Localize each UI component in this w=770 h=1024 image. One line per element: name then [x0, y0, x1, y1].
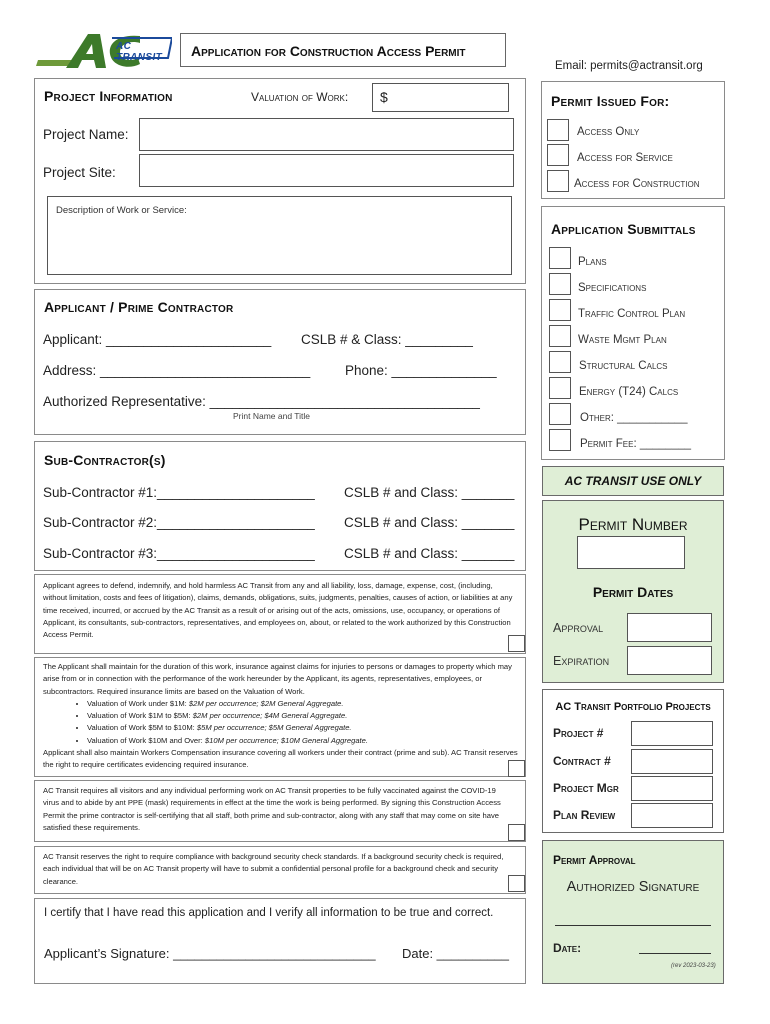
- applicant-signature-field[interactable]: Applicant’s Signature: ____________________________: [44, 946, 376, 961]
- specifications-checkbox[interactable]: [549, 273, 571, 295]
- project-info-section: [34, 78, 526, 284]
- access-only-checkbox[interactable]: [547, 119, 569, 141]
- email-contact: Email: permits@actransit.org: [555, 60, 703, 72]
- subcontractor-1-field[interactable]: Sub-Contractor #1:_____________________: [43, 485, 315, 500]
- plan-review-label: Plan Review: [553, 808, 616, 822]
- permit-number-input[interactable]: [577, 536, 685, 569]
- authorized-signature-line[interactable]: [555, 925, 711, 926]
- insurance-limit-item: • Valuation of Work $1M to $5M: $2M per occurrence; $4M General Aggregate.: [87, 710, 519, 722]
- waste-plan-label: Waste Mgmt Plan: [578, 334, 667, 346]
- plans-label: Plans: [578, 256, 607, 268]
- waste-plan-checkbox[interactable]: [549, 325, 571, 347]
- access-service-checkbox[interactable]: [547, 144, 569, 166]
- subcontractor-2-field[interactable]: Sub-Contractor #2:_____________________: [43, 515, 315, 530]
- project-number-label: Project #: [553, 726, 604, 740]
- authorized-signature-label: Authorized Signature: [566, 879, 700, 895]
- permit-dates-heading: Permit Dates: [592, 584, 674, 600]
- use-only-banner: [542, 466, 724, 496]
- project-site-label: Project Site:: [43, 165, 116, 180]
- project-name-input[interactable]: [139, 118, 514, 151]
- access-service-label: Access for Service: [577, 152, 673, 164]
- insurance-section: [34, 657, 526, 777]
- subcontractor-1-cslb[interactable]: CSLB # and Class: _______: [344, 485, 515, 500]
- permit-fee-checkbox[interactable]: [549, 429, 571, 451]
- permit-approval-heading: Permit Approval: [553, 853, 636, 867]
- insurance-outro: Applicant shall also maintain Workers Compensation insurance covering all workers under their contract (prime and sub). AC Transit reserves the right to require certificates evidencing required insurance.: [43, 748, 518, 770]
- access-construction-checkbox[interactable]: [547, 170, 569, 192]
- covid-checkbox[interactable]: [508, 824, 525, 841]
- permit-number-section: [542, 500, 724, 683]
- permit-fee-label[interactable]: Permit Fee: ________: [580, 438, 692, 450]
- permit-approval-section: [542, 840, 724, 984]
- project-manager-input[interactable]: [631, 776, 713, 801]
- insurance-intro: The Applicant shall maintain for the duration of this work, insurance against claims for injuries to persons or damages to property which may arise from or in connection with the performance of the work hereunder by the Applicant, its agents, representatives, employees, or subcontractors. Required insurance limits are based on the Valuation of Work.: [43, 662, 512, 696]
- approval-date-input[interactable]: [627, 613, 712, 642]
- project-name-label: Project Name:: [43, 127, 129, 142]
- indemnify-checkbox[interactable]: [508, 635, 525, 652]
- energy-calcs-checkbox[interactable]: [549, 377, 571, 399]
- valuation-dollar: $: [380, 89, 388, 105]
- insurance-checkbox[interactable]: [508, 760, 525, 777]
- insurance-limit-item: • Valuation of Work $10M and Over: $10M per occurrence; $10M General Aggregate.: [87, 735, 519, 747]
- subcontractors-heading: Sub-Contractor(s): [44, 452, 166, 468]
- specifications-label: Specifications: [578, 282, 647, 294]
- expiration-date-input[interactable]: [627, 646, 712, 675]
- address-field[interactable]: Address: ____________________________: [43, 363, 311, 378]
- contract-number-input[interactable]: [631, 749, 713, 774]
- other-checkbox[interactable]: [549, 403, 571, 425]
- access-construction-label: Access for Construction: [574, 178, 700, 190]
- applicant-heading: Applicant / Prime Contractor: [44, 299, 234, 315]
- applicant-section: [34, 289, 526, 435]
- form-title-box: [180, 33, 506, 67]
- permit-issued-for-section: [541, 81, 725, 199]
- approval-date-line[interactable]: [639, 953, 711, 954]
- applicant-field[interactable]: Applicant: ______________________: [43, 332, 272, 347]
- applicant-cslb-field[interactable]: CSLB # & Class: _________: [301, 332, 473, 347]
- insurance-limit-item: • Valuation of Work under $1M: $2M per occurrence; $2M General Aggregate.: [87, 698, 519, 710]
- authorized-rep-field[interactable]: Authorized Representative: ____________________________________: [43, 394, 480, 409]
- portfolio-section: [542, 689, 724, 833]
- approval-date-label: Date:: [553, 941, 582, 955]
- rep-caption: Print Name and Title: [233, 411, 311, 421]
- description-label: Description of Work or Service:: [56, 205, 187, 216]
- project-site-input[interactable]: [139, 154, 514, 187]
- structural-calcs-label: Structural Calcs: [579, 360, 668, 372]
- ac-transit-logo: [36, 30, 172, 76]
- insurance-limit-item: • Valuation of Work $5M to $10M: $5M per occurrence; $5M General Aggregate.: [87, 722, 519, 734]
- valuation-label: Valuation of Work:: [251, 90, 349, 104]
- traffic-plan-checkbox[interactable]: [549, 299, 571, 321]
- background-text: AC Transit reserves the right to require compliance with background security check standards. If a background security check is required, each individual that will be on AC Transit property will have to submit a confidential personal profile for a background check and security clearance.: [43, 852, 504, 886]
- plans-checkbox[interactable]: [549, 247, 571, 269]
- project-number-input[interactable]: [631, 721, 713, 746]
- logo-text: AC TRANSIT: [116, 41, 163, 63]
- indemnify-section: [34, 574, 526, 654]
- subcontractor-3-cslb[interactable]: CSLB # and Class: _______: [344, 546, 515, 561]
- valuation-input[interactable]: [372, 83, 509, 112]
- structural-calcs-checkbox[interactable]: [549, 351, 571, 373]
- energy-calcs-label: Energy (T24) Calcs: [579, 386, 679, 398]
- covid-section: [34, 780, 526, 842]
- portfolio-heading: AC Transit Portfolio Projects: [555, 701, 711, 713]
- background-section: [34, 846, 526, 894]
- form-title: Application for Construction Access Permit: [191, 43, 466, 59]
- subcontractors-section: [34, 441, 526, 571]
- revision-note: (rev 2023-03-23): [671, 963, 716, 969]
- access-only-label: Access Only: [577, 126, 640, 138]
- project-manager-label: Project Mgr: [553, 781, 619, 795]
- subcontractor-2-cslb[interactable]: CSLB # and Class: _______: [344, 515, 515, 530]
- expiration-label: Expiration: [553, 654, 610, 668]
- traffic-plan-label: Traffic Control Plan: [578, 308, 686, 320]
- use-only-label: AC TRANSIT USE ONLY: [564, 474, 702, 488]
- contract-number-label: Contract #: [553, 754, 611, 768]
- background-checkbox[interactable]: [508, 875, 525, 892]
- subcontractor-3-field[interactable]: Sub-Contractor #3:_____________________: [43, 546, 315, 561]
- approval-label: Approval: [553, 621, 604, 635]
- covid-text: AC Transit requires all visitors and any individual performing work on AC Transit properties to be fully vaccinated against the COVID-19 virus and to abide by ant PPE (mask) requirements in effect at the time the work is being performed. By signing this Construction Access Permit the prime contractor is self-certifying that all staff, both prime and sub-contractor, along with any staff that may come on site have satisfied these requirements.: [43, 786, 501, 832]
- project-info-heading: Project Information: [44, 88, 173, 104]
- submittals-section: [541, 206, 725, 460]
- submittals-heading: Application Submittals: [551, 221, 696, 237]
- description-input[interactable]: [47, 196, 512, 275]
- indemnify-text: Applicant agrees to defend, indemnify, and hold harmless AC Transit from any and all liability, loss, damage, expense, cost, (including, without limitation, costs and fees of litigation), claims, demands, obligations, suits, judgments, penalties, causes of action, or liabilities at any time received, incurred, or accrued by the AC Transit as a result of or arising out of the acts, omissions, use, occupancy, or operations of Applicant, its consultants, sub-contractors, representatives, and employees on, about, or related to the work authorized by this Construction Access Permit.: [43, 581, 513, 640]
- insurance-block: [43, 661, 519, 772]
- certify-statement: I certify that I have read this application and I verify all information to be true and correct.: [44, 907, 494, 919]
- insurance-limits-list: [43, 698, 519, 747]
- certify-section: [34, 898, 526, 984]
- phone-field[interactable]: Phone: ______________: [345, 363, 497, 378]
- plan-review-input[interactable]: [631, 803, 713, 828]
- other-label[interactable]: Other: ___________: [580, 412, 688, 424]
- certify-date-field[interactable]: Date: __________: [402, 946, 509, 961]
- permit-issued-for-heading: Permit Issued For:: [551, 93, 670, 109]
- permit-number-heading: Permit Number: [578, 515, 688, 534]
